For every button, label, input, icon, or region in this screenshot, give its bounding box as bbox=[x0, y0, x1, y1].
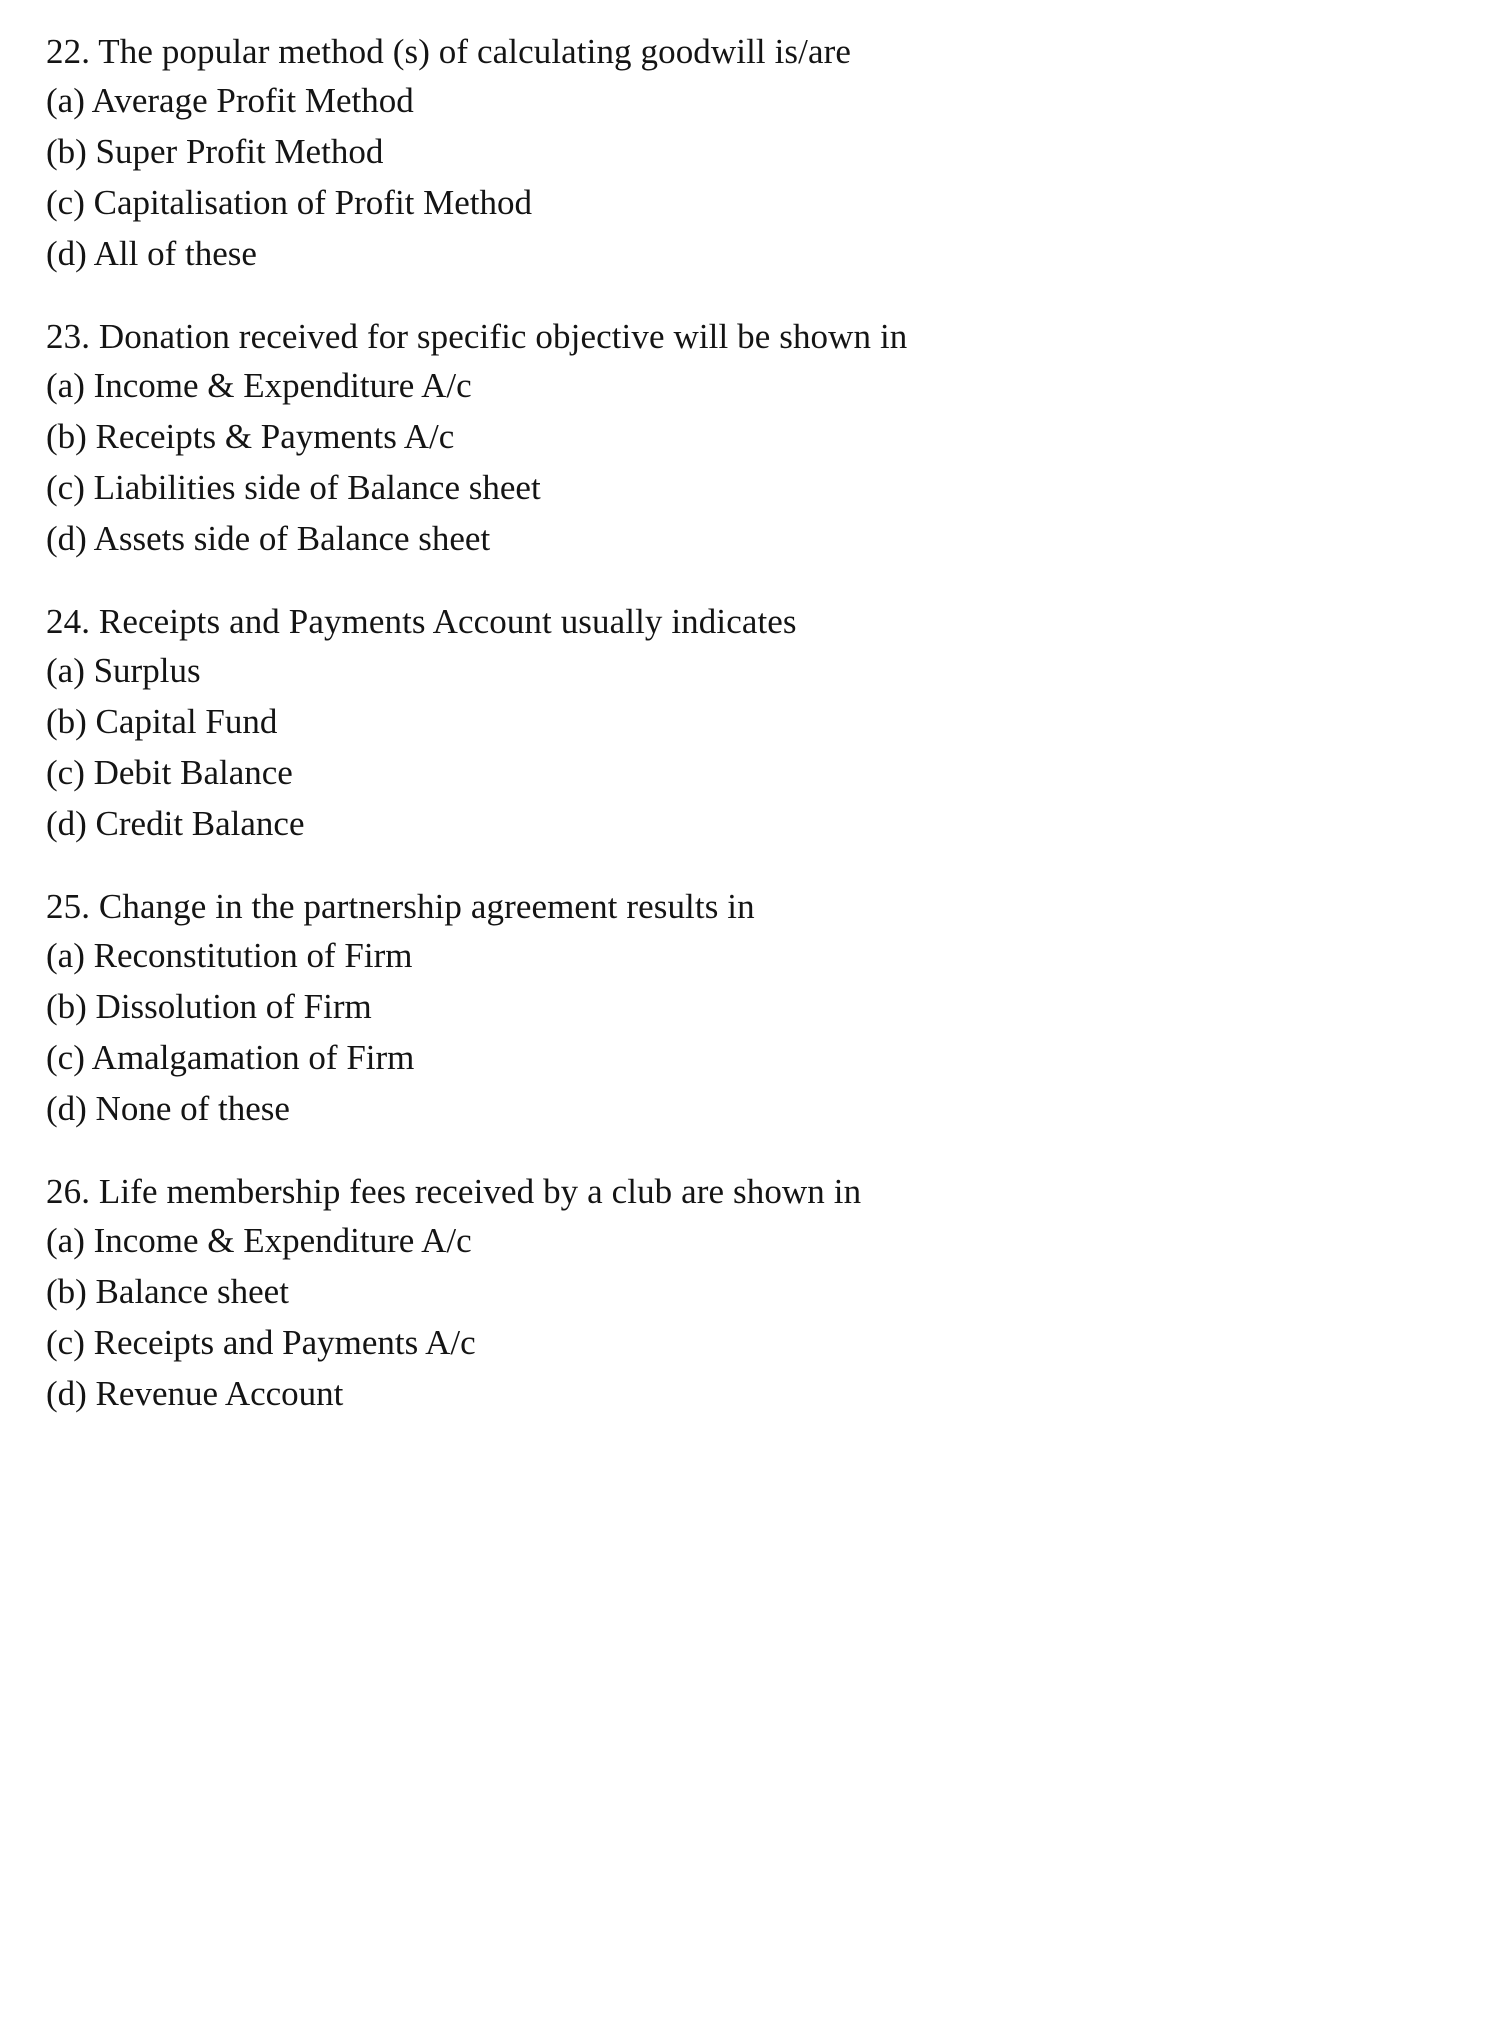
option-a: (a) Income & Expenditure A/c bbox=[46, 1221, 472, 1260]
option-b: (b) Balance sheet bbox=[46, 1272, 289, 1311]
option-b: (b) Receipts & Payments A/c bbox=[46, 417, 455, 456]
question-stem: 23. Donation received for specific objective will be shown in bbox=[46, 317, 908, 356]
option-d: (d) All of these bbox=[46, 234, 257, 273]
option-b: (b) Dissolution of Firm bbox=[46, 987, 372, 1026]
question-stem: 25. Change in the partnership agreement results in bbox=[46, 887, 755, 926]
option-a: (a) Income & Expenditure A/c bbox=[46, 366, 472, 405]
question-stem: 22. The popular method (s) of calculating goodwill is/are bbox=[46, 32, 851, 71]
option-b: (b) Capital Fund bbox=[46, 702, 278, 741]
question-block-23 bbox=[46, 319, 1445, 556]
option-list bbox=[46, 1223, 1445, 1411]
option-c: (c) Liabilities side of Balance sheet bbox=[46, 468, 541, 507]
question-stem: 26. Life membership fees received by a club are shown in bbox=[46, 1172, 862, 1211]
option-d: (d) None of these bbox=[46, 1089, 290, 1128]
option-c: (c) Receipts and Payments A/c bbox=[46, 1323, 476, 1362]
option-a: (a) Reconstitution of Firm bbox=[46, 936, 413, 975]
option-a: (a) Average Profit Method bbox=[46, 81, 414, 120]
option-c: (c) Debit Balance bbox=[46, 753, 293, 792]
question-block-25 bbox=[46, 889, 1445, 1126]
option-c: (c) Capitalisation of Profit Method bbox=[46, 183, 533, 222]
option-a: (a) Surplus bbox=[46, 651, 201, 690]
option-list bbox=[46, 368, 1445, 556]
question-block-22 bbox=[46, 34, 1445, 271]
option-d: (d) Credit Balance bbox=[46, 804, 305, 843]
option-c: (c) Amalgamation of Firm bbox=[46, 1038, 415, 1077]
option-d: (d) Assets side of Balance sheet bbox=[46, 519, 491, 558]
option-d: (d) Revenue Account bbox=[46, 1374, 344, 1413]
option-b: (b) Super Profit Method bbox=[46, 132, 384, 171]
option-list bbox=[46, 653, 1445, 841]
option-list bbox=[46, 938, 1445, 1126]
question-stem: 24. Receipts and Payments Account usually indicates bbox=[46, 602, 797, 641]
question-block-26 bbox=[46, 1174, 1445, 1411]
question-block-24 bbox=[46, 604, 1445, 841]
option-list bbox=[46, 83, 1445, 271]
